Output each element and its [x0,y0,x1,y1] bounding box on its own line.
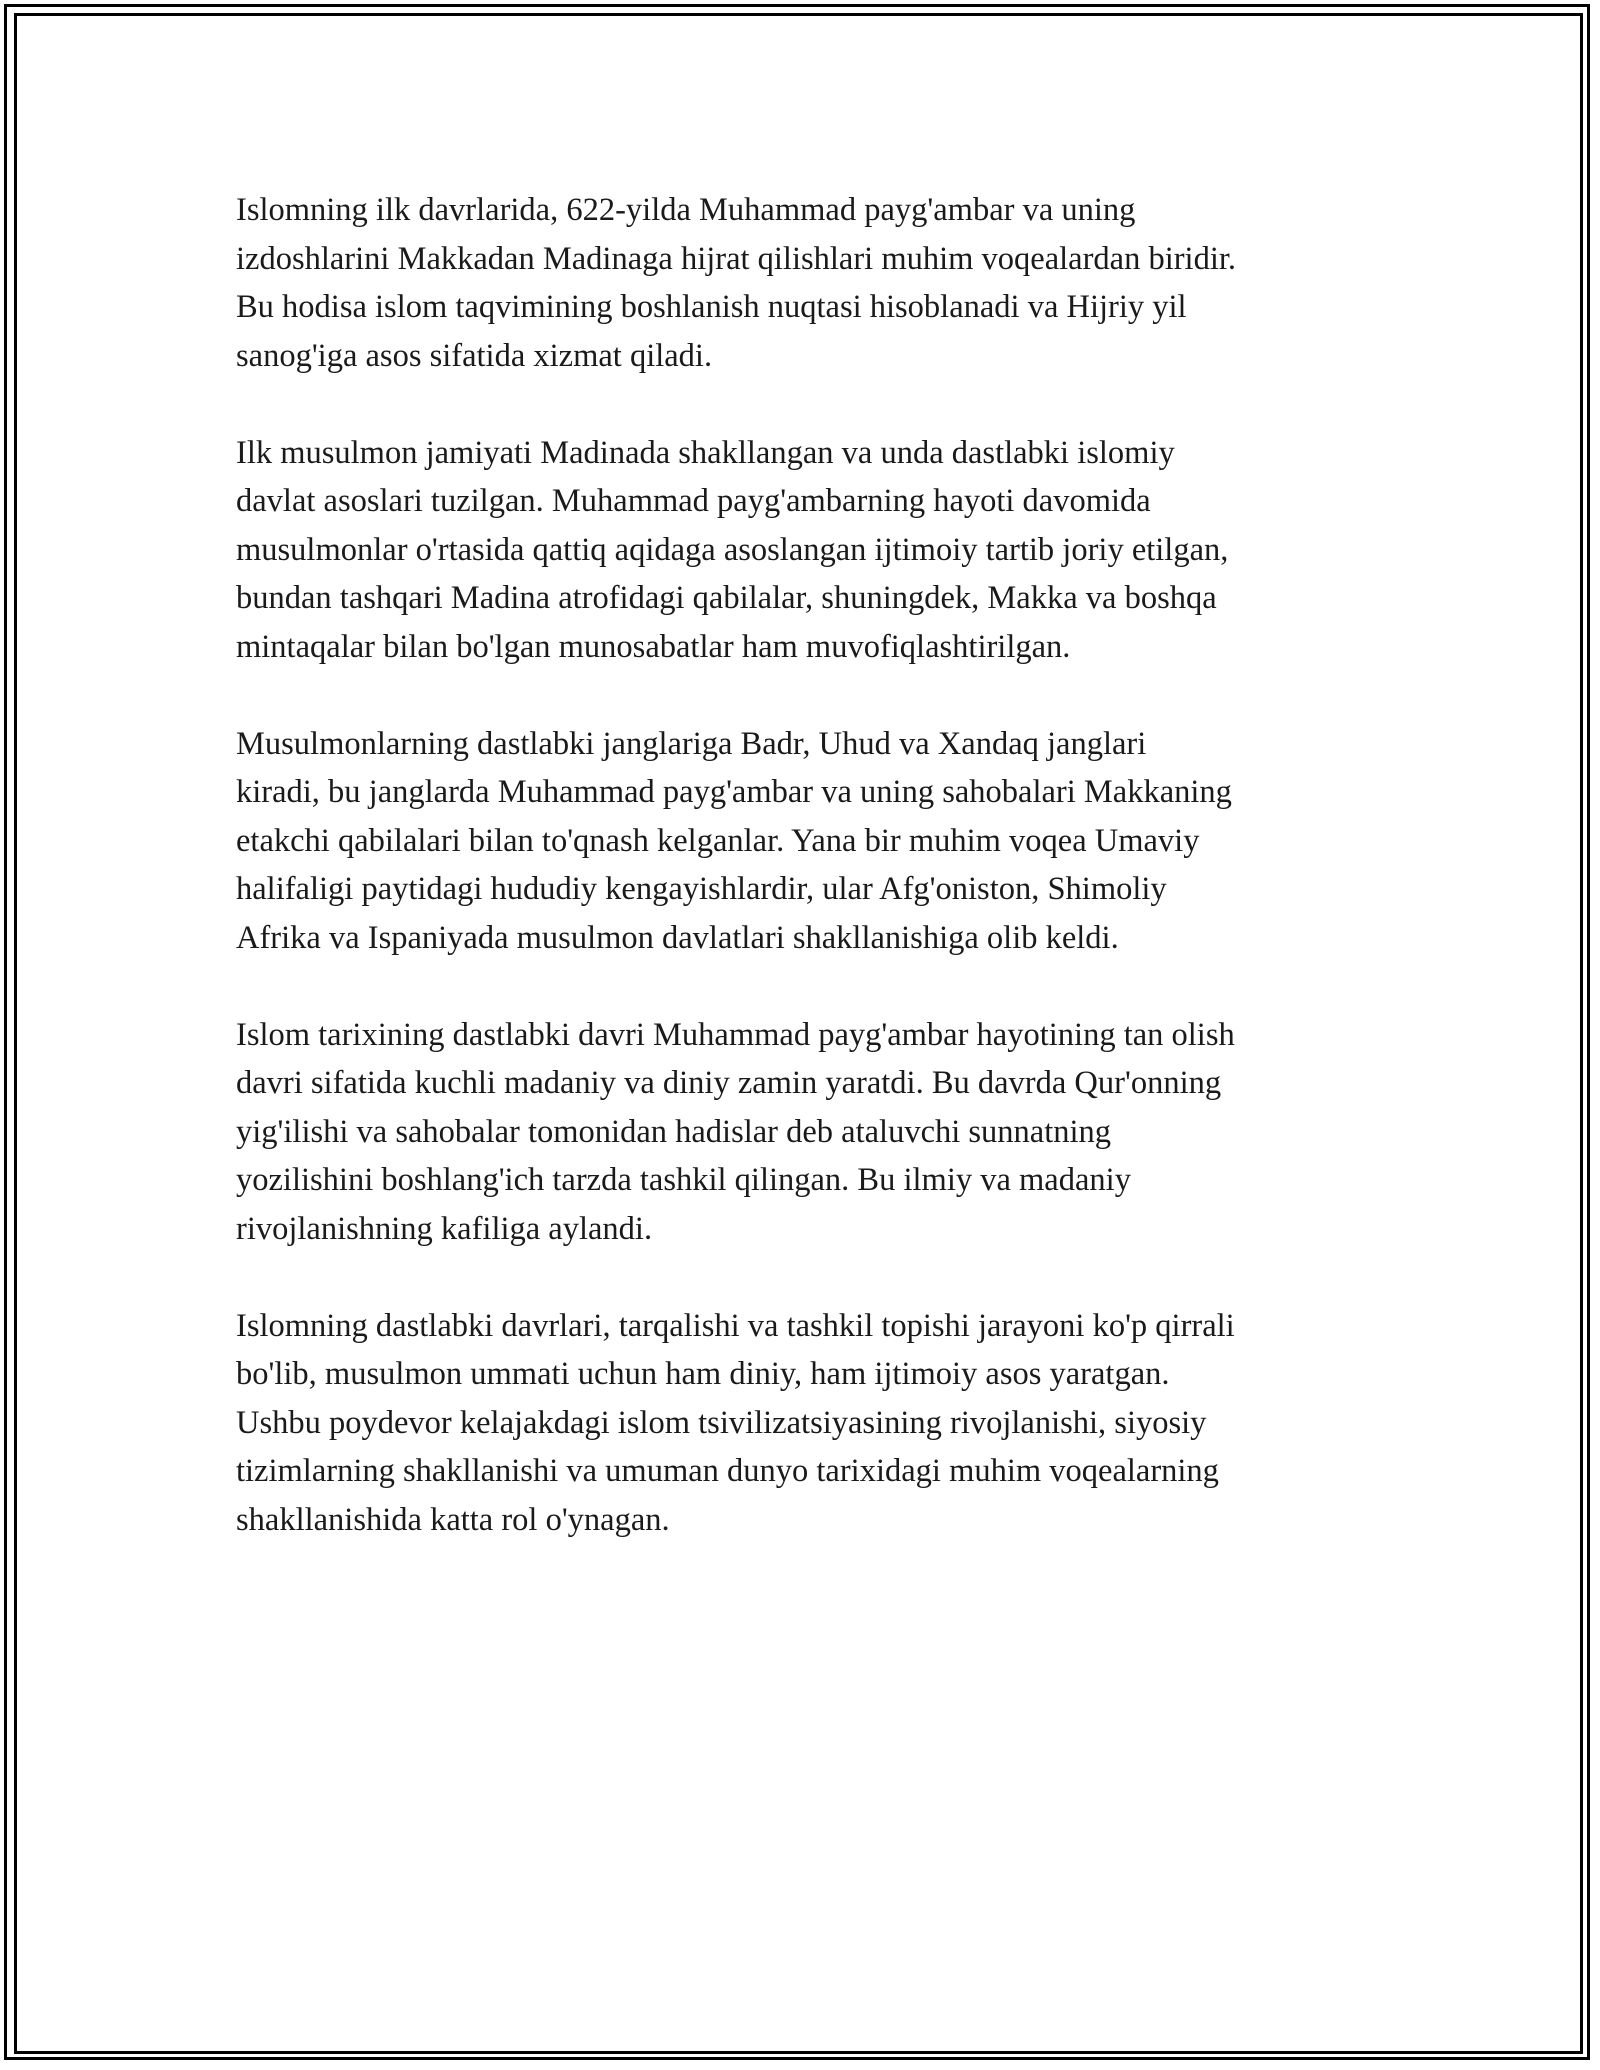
text-line: bo'lib, musulmon ummati uchun ham diniy, ham ijtimoiy asos yaratgan. [236,1356,1170,1392]
text-line: Ushbu poydevor kelajakdagi islom tsivilizatsiyasining rivojlanishi, siyosiy [236,1404,1207,1441]
text-line: kiradi, bu janglarda Muhammad payg'ambar va uning sahobalari Makkaning [236,774,1232,810]
text-line: mintaqalar bilan bo'lgan munosabatlar ham muvofiqlashtirilgan. [236,628,1071,665]
text-line: musulmonlar o'rtasida qattiq aqidaga asoslangan ijtimoiy tartib joriy etilgan, [236,531,1229,568]
text-line: Islom tarixining dastlabki davri Muhammad payg'ambar hayotining tan olish [236,1016,1235,1053]
text-line: izdoshlarini Makkadan Madinaga hijrat qilishlari muhim voqealardan biridir. [236,240,1237,277]
paragraph-1 [236,186,1386,380]
paragraph-3 [236,720,1386,963]
paragraph-2 [236,429,1386,672]
text-line: Bu hodisa islom taqvimining boshlanish nuqtasi hisoblanadi va Hijriy yil [236,289,1187,325]
text-line: yig'ilishi va sahobalar tomonidan hadislar deb ataluvchi sunnatning [236,1113,1112,1150]
text-line: Islomning ilk davrlarida, 622-yilda Muhammad payg'ambar va uning [236,192,1136,228]
text-line: shakllanishida katta rol o'ynagan. [236,1501,670,1538]
text-line: Afrika va Ispaniyada musulmon davlatlari shakllanishiga olib keldi. [236,919,1119,956]
text-line: davri sifatida kuchli madaniy va diniy zamin yaratdi. Bu davrda Qur'onning [236,1065,1222,1101]
text-line: Musulmonlarning dastlabki janglariga Badr, Uhud va Xandaq janglari [236,725,1147,762]
text-line: sanog'iga asos sifatida xizmat qiladi. [236,337,713,374]
document-body [236,186,1386,1593]
text-line: rivojlanishning kafiliga aylandi. [236,1210,653,1247]
text-line: tizimlarning shakllanishi va umuman dunyo tarixidagi muhim voqealarning [236,1453,1219,1489]
text-line: etakchi qabilalari bilan to'qnash kelganlar. Yana bir muhim voqea Umaviy [236,822,1200,859]
paragraph-5 [236,1302,1386,1545]
text-line: yozilishini boshlang'ich tarzda tashkil qilingan. Bu ilmiy va madaniy [236,1162,1131,1198]
text-line: halifaligi paytidagi hududiy kengayishlardir, ular Afg'oniston, Shimoliy [236,871,1167,907]
text-line: bundan tashqari Madina atrofidagi qabilalar, shuningdek, Makka va boshqa [236,580,1217,616]
text-line: davlat asoslari tuzilgan. Muhammad payg'ambarning hayoti davomida [236,483,1151,519]
text-line: Ilk musulmon jamiyati Madinada shakllangan va unda dastlabki islomiy [236,434,1175,471]
text-line: Islomning dastlabki davrlari, tarqalishi va tashkil topishi jarayoni ko'p qirrali [236,1307,1235,1344]
paragraph-4 [236,1011,1386,1254]
